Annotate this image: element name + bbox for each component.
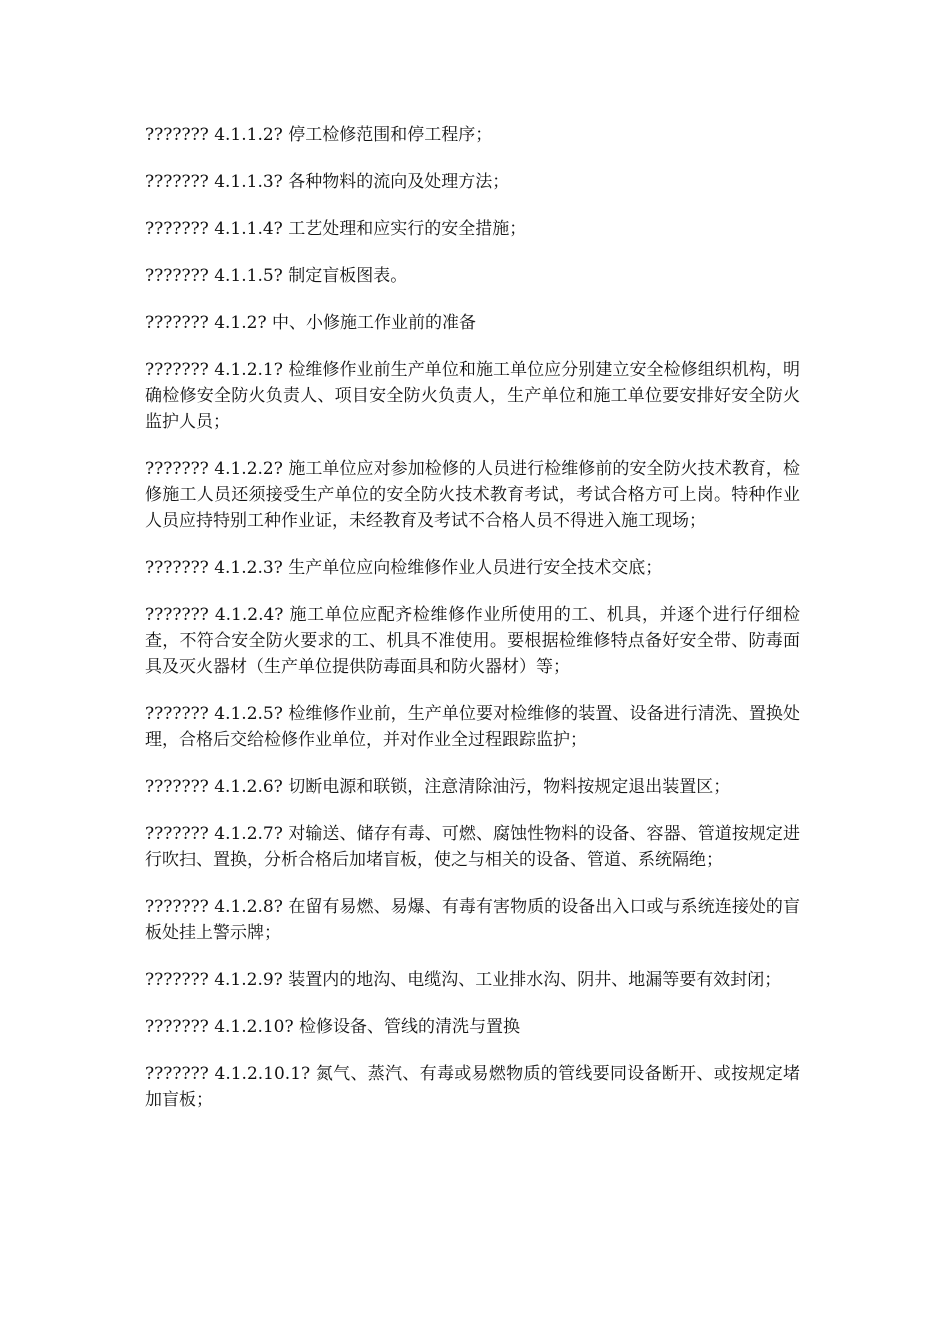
paragraph-4-1-2-5: ??????? 4.1.2.5? 检维修作业前，生产单位要对检维修的装置、设备进行清洗、置换处理，合格后交给检修作业单位，并对作业全过程跟踪监护； — [145, 704, 800, 750]
paragraph-4-1-2-10-1: ??????? 4.1.2.10.1? 氮气、蒸汽、有毒或易燃物质的管线要同设备断开、或按规定堵加盲板； — [145, 1064, 800, 1110]
section-heading-4-1-2: ??????? 4.1.2? 中、小修施工作业前的准备 — [145, 313, 476, 333]
paragraph-4-1-2-1: ??????? 4.1.2.1? 检维修作业前生产单位和施工单位应分别建立安全检修组织机构，明确检修安全防火负责人、项目安全防火负责人，生产单位和施工单位要安排好安全防火监护人员； — [145, 360, 800, 432]
paragraph-4-1-2-6: ??????? 4.1.2.6? 切断电源和联锁，注意清除油污，物料按规定退出装置区； — [145, 777, 731, 797]
paragraph-4-1-1-2: ??????? 4.1.1.2? 停工检修范围和停工程序； — [145, 125, 493, 145]
paragraph-4-1-2-9: ??????? 4.1.2.9? 装置内的地沟、电缆沟、工业排水沟、阴井、地漏等要有效封闭； — [145, 970, 782, 990]
paragraph-4-1-2-8: ??????? 4.1.2.8? 在留有易燃、易爆、有毒有害物质的设备出入口或与系统连接处的盲板处挂上警示牌； — [145, 897, 800, 943]
paragraph-4-1-1-4: ??????? 4.1.1.4? 工艺处理和应实行的安全措施； — [145, 219, 527, 239]
paragraph-4-1-2-3: ??????? 4.1.2.3? 生产单位应向检维修作业人员进行安全技术交底； — [145, 558, 663, 578]
paragraph-4-1-1-3: ??????? 4.1.1.3? 各种物料的流向及处理方法； — [145, 172, 510, 192]
paragraph-4-1-2-7: ??????? 4.1.2.7? 对输送、储存有毒、可燃、腐蚀性物料的设备、容器、管道按规定进行吹扫、置换，分析合格后加堵盲板，使之与相关的设备、管道、系统隔绝； — [145, 824, 800, 870]
paragraph-4-1-1-5: ??????? 4.1.1.5? 制定盲板图表。 — [145, 266, 408, 286]
document-body — [145, 122, 800, 1134]
paragraph-4-1-2-4: ??????? 4.1.2.4? 施工单位应配齐检维修作业所使用的工、机具，并逐个进行仔细检查，不符合安全防火要求的工、机具不准使用。要根据检维修特点备好安全带、防毒面具及灭火器材（生产单位提供防毒面具和防火器材）等； — [145, 605, 800, 677]
paragraph-4-1-2-2: ??????? 4.1.2.2? 施工单位应对参加检修的人员进行检维修前的安全防火技术教育，检修施工人员还须接受生产单位的安全防火技术教育考试，考试合格方可上岗。特种作业人员应持特别工种作业证，未经教育及考试不合格人员不得进入施工现场； — [145, 459, 800, 531]
section-heading-4-1-2-10: ??????? 4.1.2.10? 检修设备、管线的清洗与置换 — [145, 1017, 521, 1037]
